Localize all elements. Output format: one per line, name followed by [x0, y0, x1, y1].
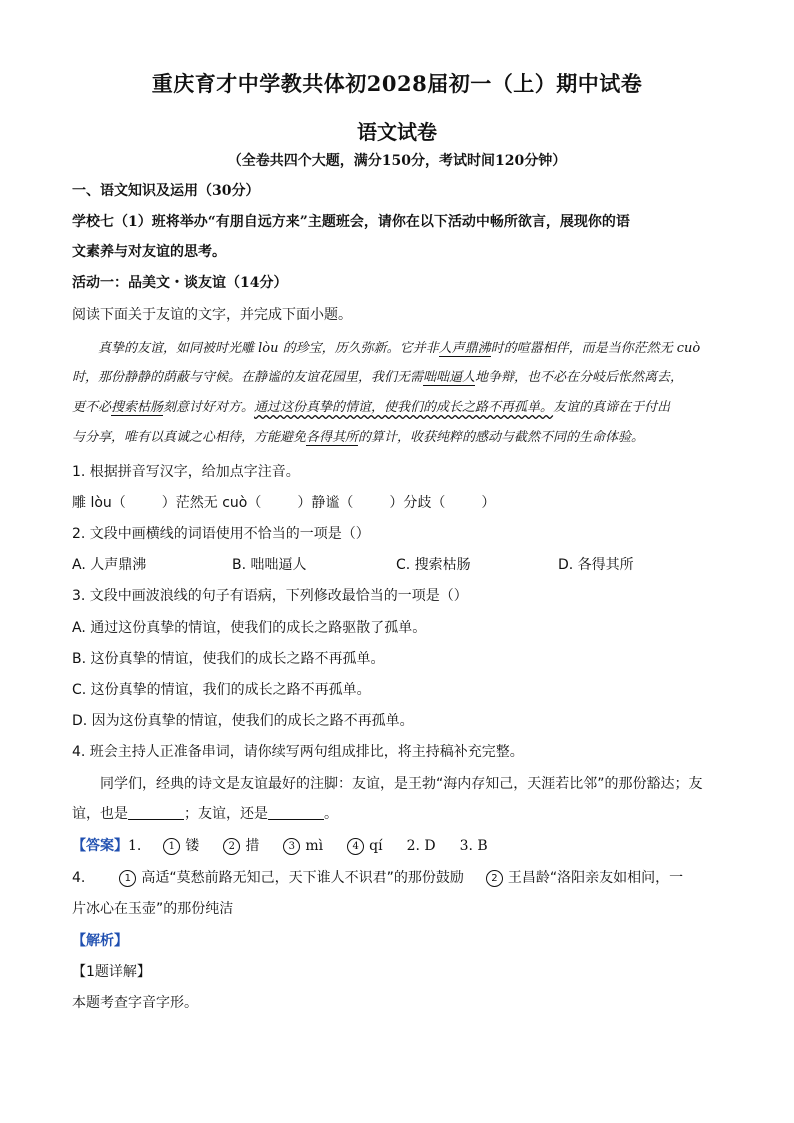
q4-blank-1 [128, 805, 184, 820]
circled-number: 4 [347, 838, 364, 855]
q3-option-d: D. 因为这份真挚的情谊，使我们的成长之路不再孤单。 [72, 713, 414, 729]
answer-item: qí [369, 838, 383, 854]
passage-line-2 [72, 368, 732, 388]
underlined-word: 各得其所 [306, 430, 359, 445]
answer-q4-prefix: 4. [72, 870, 86, 886]
exam-title: 重庆育才中学教共体初2028届初一（上）期中试卷 [151, 71, 643, 96]
circled-number: 3 [283, 838, 300, 855]
underlined-word: 搜索枯肠 [111, 400, 164, 415]
answer-line [72, 836, 732, 856]
section-intro-line1: 学校七（1）班将举办“有朋自远方来”主题班会，请你在以下活动中畅所欲言，展现你的语 [72, 214, 630, 230]
analysis-label: 【解析】 [72, 933, 128, 949]
section-heading: 一、语文知识及运用（30分） [72, 183, 260, 199]
passage-text: 与分享，唯有以真诚之心相待，方能避免 [72, 430, 307, 445]
circled-number: 1 [163, 838, 180, 855]
q4-text-line2 [72, 804, 732, 824]
activity-heading: 活动一：品美文・谈友谊（14分） [72, 275, 288, 291]
underlined-word: 人声鼎沸 [438, 341, 491, 356]
answer-q1-prefix: 1. [128, 838, 142, 854]
q3-option-a: A. 通过这份真挚的情谊，使我们的成长之路驱散了孤单。 [72, 620, 427, 636]
answer-q4-line1 [72, 868, 732, 888]
circled-number: 1 [119, 870, 136, 887]
passage-text: 真挚的友谊，如同被时光雕 lòu 的珍宝，历久弥新。它并非 [98, 341, 439, 356]
answer-item: 措 [245, 838, 260, 854]
passage-line-4 [72, 428, 732, 448]
q2-option-b: B. 咄咄逼人 [232, 557, 307, 573]
passage-text: 刻意讨好对方。 [163, 400, 255, 415]
q4-text: ；友谊，还是 [184, 806, 268, 822]
circled-number: 2 [223, 838, 240, 855]
q4-text: 谊，也是 [72, 806, 128, 822]
q1-item: ）茫然无 cuò（ [161, 495, 262, 511]
answer-q3: 3. B [459, 838, 488, 854]
q1-item: 雕 lòu（ [72, 495, 126, 511]
answer-q4-item2: 王昌龄“洛阳亲友如相问，一 [507, 870, 684, 886]
wavy-underlined-sentence: 通过这份真挚的情谊，使我们的成长之路不再孤单。 [254, 400, 554, 415]
q1-item: ）分歧（ [389, 495, 446, 511]
question-2-options [72, 555, 732, 575]
question-2-stem: 2. 文段中画横线的词语使用不恰当的一项是（） [72, 526, 370, 542]
q1-item: ） [481, 495, 496, 511]
answer-label: 【答案】 [72, 838, 128, 854]
passage-text: 时的喧嚣相伴，而是当你茫然无 cuò [490, 341, 701, 356]
reading-instruction: 阅读下面关于友谊的文字，并完成下面小题。 [72, 307, 352, 323]
question-3-stem: 3. 文段中画波浪线的句子有语病，下列修改最恰当的一项是（） [72, 588, 468, 604]
question-4-stem: 4. 班会主持人正准备串词，请你续写两句组成排比，将主持稿补充完整。 [72, 744, 524, 760]
passage-line-1 [72, 339, 732, 359]
underlined-word: 咄咄逼人 [423, 370, 476, 385]
analysis-text: 本题考查字音字形。 [72, 995, 198, 1011]
answer-q2: 2. D [406, 838, 436, 854]
q2-option-d: D. 各得其所 [558, 557, 634, 573]
q1-item: ）静谧（ [297, 495, 354, 511]
passage-text: 时，那份静静的荫蔽与守候。在静谧的友谊花园里，我们无需 [72, 370, 424, 385]
q2-option-c: C. 搜索枯肠 [396, 557, 471, 573]
section-intro-line2: 文素养与对友谊的思考。 [72, 244, 226, 260]
q3-option-b: B. 这份真挚的情谊，使我们的成长之路不再孤单。 [72, 651, 385, 667]
circled-number: 2 [486, 870, 503, 887]
q4-text-line1: 同学们，经典的诗文是友谊最好的注脚：友谊，是王勃“海内存知己，天涯若比邻”的那份豁达；友 [100, 776, 703, 792]
exam-info: （全卷共四个大题，满分150分，考试时间120分钟） [227, 153, 567, 169]
q2-option-a: A. 人声鼎沸 [72, 557, 147, 573]
question-1-stem: 1. 根据拼音写汉字，给加点字注音。 [72, 464, 300, 480]
question-1-items [72, 493, 732, 513]
passage-text: 更不必 [72, 400, 112, 415]
q4-blank-2 [268, 805, 324, 820]
analysis-subheading: 【1题详解】 [72, 964, 151, 980]
answer-item: 镂 [185, 838, 200, 854]
passage-text: 友谊的真谛在于付出 [553, 400, 671, 415]
q3-option-c: C. 这份真挚的情谊，我们的成长之路不再孤单。 [72, 682, 371, 698]
answer-item: mì [305, 838, 324, 854]
exam-subtitle: 语文试卷 [357, 120, 437, 144]
answer-q4-item1: 高适“莫愁前路无知己，天下谁人不识君”的那份鼓励 [141, 870, 464, 886]
passage-text: 的算计，收获纯粹的感动与截然不同的生命体验。 [358, 430, 645, 445]
passage-line-3 [72, 398, 732, 418]
answer-q4-line2: 片冰心在玉壶”的那份纯洁 [72, 901, 234, 917]
passage-text: 地争辩，也不必在分岐后怅然离去， [475, 370, 684, 385]
q4-text: 。 [324, 806, 338, 822]
